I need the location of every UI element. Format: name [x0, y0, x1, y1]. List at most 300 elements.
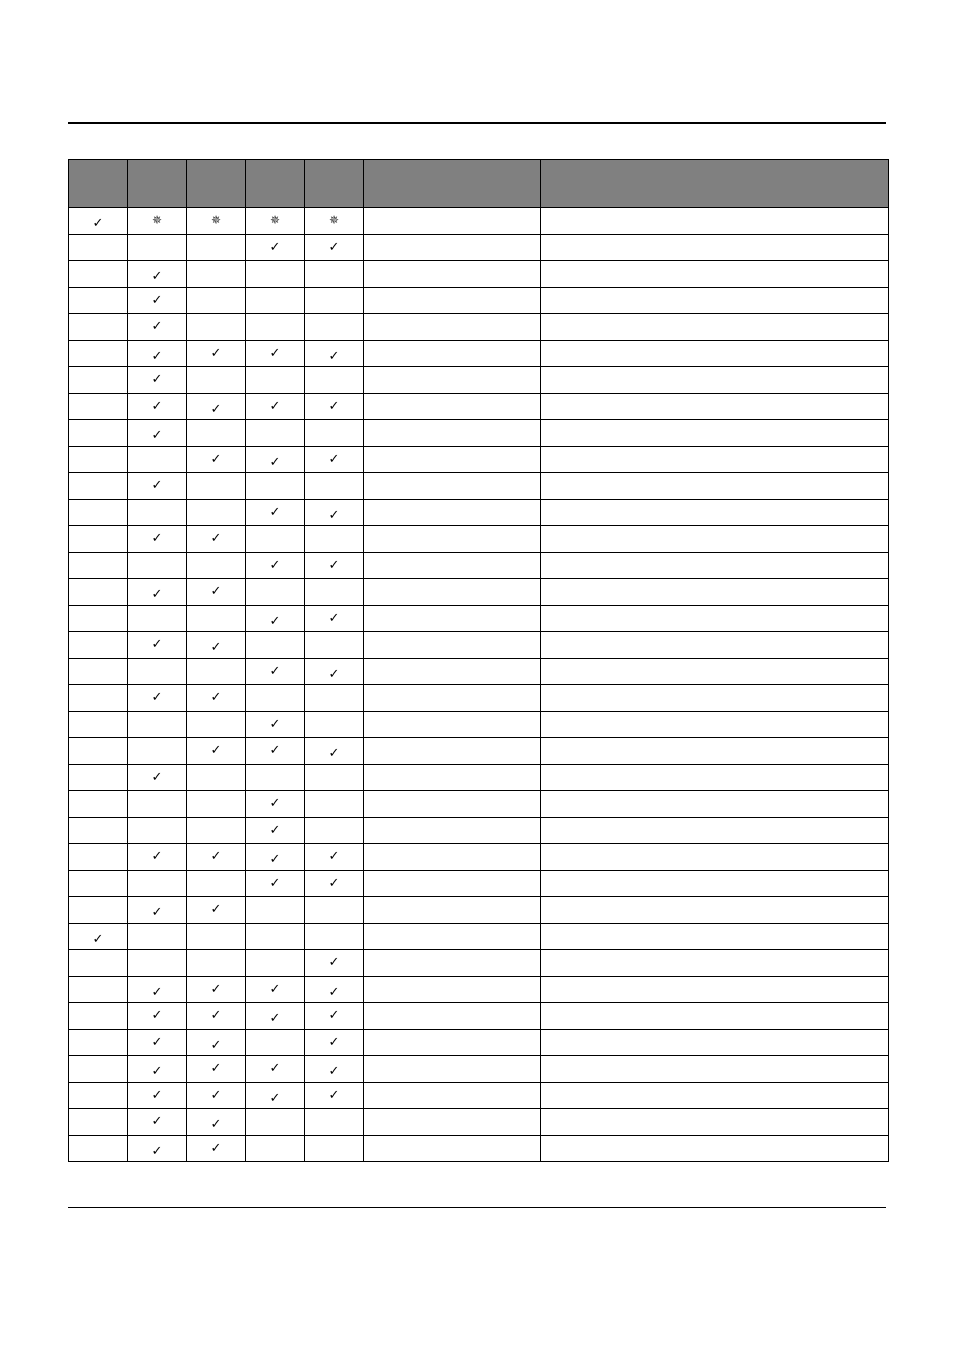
check-mark-icon: ✓ — [328, 1008, 340, 1024]
table-cell — [364, 897, 541, 924]
table-cell — [305, 685, 364, 712]
table-cell — [69, 632, 128, 659]
table-cell — [128, 1003, 187, 1030]
table-cell — [187, 1056, 246, 1083]
table-cell — [187, 473, 246, 500]
table-cell — [187, 711, 246, 738]
table-cell — [305, 658, 364, 685]
table-cell — [246, 526, 305, 553]
check-mark-icon: ✓ — [210, 902, 222, 918]
table-cell — [541, 340, 889, 367]
check-mark-icon: ✓ — [151, 478, 163, 494]
star-icon: ✵ — [269, 213, 281, 228]
table-cell — [69, 817, 128, 844]
table-cell — [128, 526, 187, 553]
table-row — [69, 1029, 889, 1056]
table-cell — [541, 870, 889, 897]
check-mark-icon: ✓ — [210, 690, 222, 706]
table-cell — [128, 208, 187, 235]
column-header-1 — [69, 160, 128, 208]
table-cell — [128, 314, 187, 341]
table-cell — [69, 579, 128, 606]
table-cell — [246, 605, 305, 632]
table-cell — [187, 844, 246, 871]
footer-rule — [68, 1207, 886, 1208]
table-cell — [69, 499, 128, 526]
table-row — [69, 605, 889, 632]
check-mark-icon: ✓ — [269, 345, 281, 361]
table-cell — [541, 632, 889, 659]
table-body — [69, 208, 889, 1162]
table-cell — [128, 817, 187, 844]
table-cell — [128, 552, 187, 579]
table-cell — [128, 897, 187, 924]
table-cell — [128, 499, 187, 526]
table-cell — [364, 605, 541, 632]
check-mark-icon: ✓ — [151, 428, 163, 444]
check-mark-icon: ✓ — [151, 398, 163, 414]
table-cell — [128, 261, 187, 288]
column-header-2 — [128, 160, 187, 208]
table-cell — [246, 1003, 305, 1030]
table-row — [69, 234, 889, 261]
table-cell — [69, 923, 128, 950]
table-cell — [128, 658, 187, 685]
check-mark-icon: ✓ — [210, 345, 222, 361]
table-cell — [69, 976, 128, 1003]
table-cell — [246, 1029, 305, 1056]
table-cell — [187, 287, 246, 314]
check-mark-icon: ✓ — [328, 955, 340, 971]
table-cell — [128, 367, 187, 394]
table-cell — [305, 605, 364, 632]
table-cell — [541, 393, 889, 420]
table-cell — [305, 579, 364, 606]
table-cell — [69, 711, 128, 738]
table-cell — [187, 340, 246, 367]
table-cell — [69, 420, 128, 447]
table-cell — [305, 1029, 364, 1056]
table-cell — [541, 579, 889, 606]
check-mark-icon: ✓ — [269, 1011, 281, 1027]
check-mark-icon: ✓ — [269, 796, 281, 812]
table-cell — [69, 1056, 128, 1083]
table-cell — [364, 234, 541, 261]
table-cell — [541, 552, 889, 579]
table-cell — [246, 579, 305, 606]
table-cell — [305, 950, 364, 977]
table-cell — [246, 711, 305, 738]
table-cell — [128, 340, 187, 367]
table-row — [69, 340, 889, 367]
check-mark-icon: ✓ — [210, 584, 222, 600]
table-cell — [305, 711, 364, 738]
table-cell — [69, 605, 128, 632]
table-cell — [305, 208, 364, 235]
table-cell — [364, 711, 541, 738]
check-mark-icon: ✓ — [151, 319, 163, 335]
table-cell — [69, 764, 128, 791]
check-mark-icon: ✓ — [151, 531, 163, 547]
table-cell — [187, 632, 246, 659]
table-cell — [364, 314, 541, 341]
table-cell — [69, 473, 128, 500]
table-cell — [69, 526, 128, 553]
table-cell — [246, 844, 305, 871]
table-row — [69, 897, 889, 924]
table-cell — [364, 393, 541, 420]
table-cell — [364, 420, 541, 447]
check-mark-icon: ✓ — [151, 1114, 163, 1130]
check-mark-icon: ✓ — [269, 852, 281, 868]
table-cell — [128, 685, 187, 712]
table-cell — [69, 234, 128, 261]
table-cell — [364, 499, 541, 526]
table-cell — [305, 923, 364, 950]
column-header-3 — [187, 160, 246, 208]
table-cell — [364, 1003, 541, 1030]
table-cell — [305, 632, 364, 659]
table-cell — [364, 446, 541, 473]
check-mark-icon: ✓ — [151, 1087, 163, 1103]
table-row — [69, 658, 889, 685]
check-mark-icon: ✓ — [269, 875, 281, 891]
table-cell — [541, 446, 889, 473]
table-cell — [541, 367, 889, 394]
table-cell — [69, 367, 128, 394]
table-cell — [246, 420, 305, 447]
table-cell — [69, 340, 128, 367]
table-cell — [364, 526, 541, 553]
table-cell — [246, 287, 305, 314]
table-cell — [305, 976, 364, 1003]
table-cell — [187, 976, 246, 1003]
table-cell — [69, 1135, 128, 1162]
table-cell — [364, 1135, 541, 1162]
table-cell — [541, 208, 889, 235]
column-header-4 — [246, 160, 305, 208]
check-mark-icon: ✓ — [151, 1008, 163, 1024]
table-cell — [541, 817, 889, 844]
table-cell — [187, 420, 246, 447]
check-mark-icon: ✓ — [151, 690, 163, 706]
table-cell — [364, 632, 541, 659]
check-mark-icon: ✓ — [269, 743, 281, 759]
check-mark-icon: ✓ — [269, 398, 281, 414]
check-mark-icon: ✓ — [210, 1037, 222, 1053]
table-cell — [187, 791, 246, 818]
check-mark-icon: ✓ — [151, 1034, 163, 1050]
check-mark-icon: ✓ — [328, 507, 340, 523]
table-cell — [128, 579, 187, 606]
table-cell — [364, 791, 541, 818]
table-cell — [364, 817, 541, 844]
table-cell — [187, 234, 246, 261]
check-mark-icon: ✓ — [328, 1064, 340, 1080]
table-cell — [364, 685, 541, 712]
table-cell — [541, 685, 889, 712]
table-row — [69, 287, 889, 314]
check-mark-icon: ✓ — [210, 743, 222, 759]
table-cell — [187, 367, 246, 394]
header-rule — [68, 122, 886, 124]
table-cell — [128, 1109, 187, 1136]
table-cell — [69, 446, 128, 473]
check-mark-icon: ✓ — [210, 531, 222, 547]
table-cell — [541, 923, 889, 950]
column-header-5 — [305, 160, 364, 208]
table-cell — [364, 208, 541, 235]
table-cell — [541, 526, 889, 553]
check-mark-icon: ✓ — [328, 451, 340, 467]
table-cell — [69, 791, 128, 818]
table-row — [69, 817, 889, 844]
table-cell — [364, 1056, 541, 1083]
table-cell — [246, 632, 305, 659]
check-mark-icon: ✓ — [328, 984, 340, 1000]
table-cell — [541, 897, 889, 924]
table-cell — [69, 870, 128, 897]
table-cell — [246, 976, 305, 1003]
table-cell — [541, 234, 889, 261]
table-cell — [305, 287, 364, 314]
table-cell — [305, 1003, 364, 1030]
table-row — [69, 950, 889, 977]
table-cell — [128, 976, 187, 1003]
table-cell — [364, 658, 541, 685]
table-cell — [128, 791, 187, 818]
table-cell — [305, 1082, 364, 1109]
table-cell — [246, 950, 305, 977]
table-cell — [541, 420, 889, 447]
table-cell — [128, 950, 187, 977]
table-cell — [364, 367, 541, 394]
table-cell — [305, 844, 364, 871]
feature-matrix-table — [68, 159, 889, 1162]
table-cell — [364, 1109, 541, 1136]
check-mark-icon: ✓ — [328, 666, 340, 682]
table-row — [69, 685, 889, 712]
table-row — [69, 711, 889, 738]
table-cell — [364, 340, 541, 367]
table-row — [69, 208, 889, 235]
table-cell — [305, 791, 364, 818]
table-cell — [128, 632, 187, 659]
check-mark-icon: ✓ — [269, 557, 281, 573]
table-cell — [187, 499, 246, 526]
table-cell — [187, 923, 246, 950]
check-mark-icon: ✓ — [328, 398, 340, 414]
table-cell — [246, 658, 305, 685]
table-cell — [364, 261, 541, 288]
table-row — [69, 764, 889, 791]
check-mark-icon: ✓ — [151, 269, 163, 285]
table-cell — [541, 605, 889, 632]
table-cell — [187, 685, 246, 712]
table-cell — [541, 711, 889, 738]
table-cell — [246, 314, 305, 341]
table-cell — [187, 870, 246, 897]
table-cell — [187, 817, 246, 844]
table-cell — [69, 552, 128, 579]
table-row — [69, 1082, 889, 1109]
check-mark-icon: ✓ — [269, 716, 281, 732]
table-cell — [69, 1082, 128, 1109]
table-cell — [187, 261, 246, 288]
table-cell — [69, 685, 128, 712]
table-cell — [187, 950, 246, 977]
table-row — [69, 923, 889, 950]
check-mark-icon: ✓ — [151, 1064, 163, 1080]
table-cell — [128, 420, 187, 447]
table-cell — [541, 1056, 889, 1083]
table-cell — [187, 1082, 246, 1109]
table-cell — [541, 658, 889, 685]
table-cell — [246, 499, 305, 526]
check-mark-icon: ✓ — [269, 1090, 281, 1106]
table-header — [69, 160, 889, 208]
table-cell — [128, 1029, 187, 1056]
table-cell — [364, 1029, 541, 1056]
table-cell — [305, 738, 364, 765]
table-cell — [128, 870, 187, 897]
table-row — [69, 791, 889, 818]
check-mark-icon: ✓ — [328, 557, 340, 573]
check-mark-icon: ✓ — [269, 981, 281, 997]
table-cell — [69, 287, 128, 314]
table-cell — [541, 1029, 889, 1056]
table-cell — [187, 579, 246, 606]
table-cell — [364, 870, 541, 897]
check-mark-icon: ✓ — [151, 905, 163, 921]
check-mark-icon: ✓ — [151, 849, 163, 865]
table-cell — [305, 499, 364, 526]
check-mark-icon: ✓ — [269, 663, 281, 679]
star-icon: ✵ — [151, 213, 163, 228]
table-cell — [69, 261, 128, 288]
table-cell — [364, 764, 541, 791]
table-cell — [187, 208, 246, 235]
table-cell — [305, 817, 364, 844]
table-cell — [541, 1109, 889, 1136]
table-cell — [187, 446, 246, 473]
check-mark-icon: ✓ — [328, 746, 340, 762]
table-cell — [364, 923, 541, 950]
table-cell — [246, 923, 305, 950]
table-cell — [364, 473, 541, 500]
table-cell — [305, 420, 364, 447]
table-cell — [541, 950, 889, 977]
table-cell — [246, 764, 305, 791]
check-mark-icon: ✓ — [269, 822, 281, 838]
table-cell — [128, 287, 187, 314]
check-mark-icon: ✓ — [210, 451, 222, 467]
star-icon: ✵ — [210, 213, 222, 228]
table-cell — [246, 393, 305, 420]
check-mark-icon: ✓ — [328, 348, 340, 364]
table-cell — [246, 340, 305, 367]
table-row — [69, 473, 889, 500]
table-cell — [128, 764, 187, 791]
table-cell — [305, 897, 364, 924]
table-cell — [305, 367, 364, 394]
table-cell — [69, 1109, 128, 1136]
table-cell — [246, 552, 305, 579]
table-cell — [187, 1029, 246, 1056]
check-mark-icon: ✓ — [269, 504, 281, 520]
table-cell — [541, 287, 889, 314]
check-mark-icon: ✓ — [210, 401, 222, 417]
check-mark-icon: ✓ — [269, 454, 281, 470]
table-cell — [128, 234, 187, 261]
table-cell — [305, 393, 364, 420]
table-cell — [246, 1056, 305, 1083]
table-cell — [246, 446, 305, 473]
table-cell — [187, 393, 246, 420]
table-row — [69, 1135, 889, 1162]
table-cell — [246, 897, 305, 924]
table-cell — [69, 897, 128, 924]
table-cell — [305, 1109, 364, 1136]
check-mark-icon: ✓ — [151, 348, 163, 364]
check-mark-icon: ✓ — [210, 849, 222, 865]
table-cell — [187, 605, 246, 632]
table-row — [69, 1056, 889, 1083]
table-cell — [187, 552, 246, 579]
table-cell — [246, 208, 305, 235]
table-cell — [541, 1082, 889, 1109]
check-mark-icon: ✓ — [151, 769, 163, 785]
check-mark-icon: ✓ — [328, 1034, 340, 1050]
table-cell — [541, 473, 889, 500]
table-cell — [187, 658, 246, 685]
table-row — [69, 499, 889, 526]
table-cell — [69, 1029, 128, 1056]
table-cell — [128, 1135, 187, 1162]
table-cell — [364, 738, 541, 765]
table-cell — [246, 473, 305, 500]
table-cell — [246, 1135, 305, 1162]
table-cell — [541, 1135, 889, 1162]
check-mark-icon: ✓ — [328, 610, 340, 626]
table-cell — [541, 976, 889, 1003]
table-cell — [364, 950, 541, 977]
table-cell — [69, 844, 128, 871]
table-row — [69, 393, 889, 420]
table-cell — [187, 1135, 246, 1162]
table-cell — [246, 791, 305, 818]
table-cell — [246, 1082, 305, 1109]
table-cell — [128, 446, 187, 473]
table-row — [69, 870, 889, 897]
check-mark-icon: ✓ — [210, 1087, 222, 1103]
table-cell — [541, 1003, 889, 1030]
table-row — [69, 1003, 889, 1030]
table-cell — [187, 314, 246, 341]
table-cell — [128, 738, 187, 765]
table-row — [69, 976, 889, 1003]
table-cell — [541, 314, 889, 341]
table-cell — [305, 870, 364, 897]
check-mark-icon: ✓ — [151, 587, 163, 603]
check-mark-icon: ✓ — [151, 372, 163, 388]
check-mark-icon: ✓ — [210, 1117, 222, 1133]
table-row — [69, 446, 889, 473]
check-mark-icon: ✓ — [92, 216, 104, 232]
table-cell — [128, 1056, 187, 1083]
check-mark-icon: ✓ — [328, 849, 340, 865]
star-icon: ✵ — [328, 213, 340, 228]
